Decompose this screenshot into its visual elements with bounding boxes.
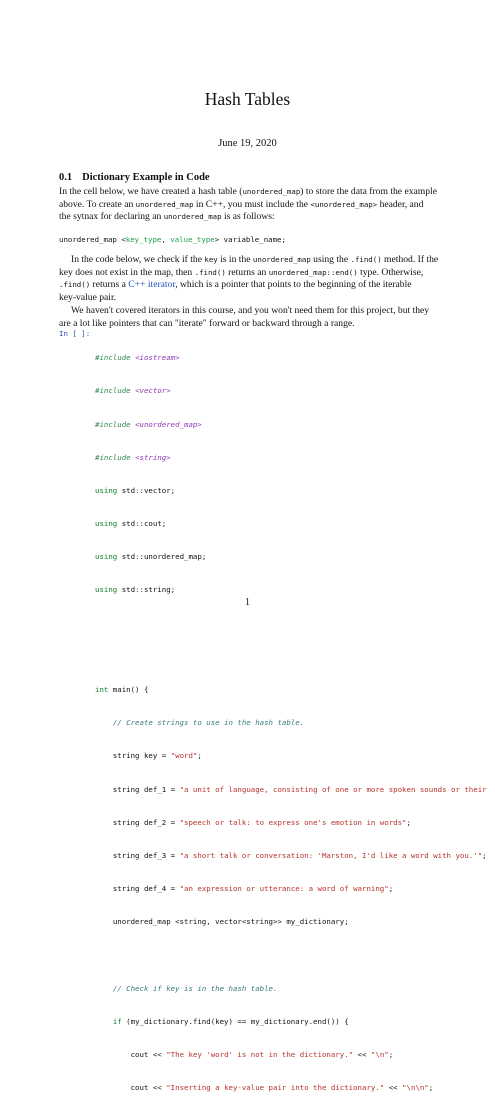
document-date: June 19, 2020 <box>218 138 277 149</box>
inline-code: unordered_map <box>163 212 222 222</box>
inline-code: unordered_map <box>135 199 194 209</box>
section-heading <box>59 172 210 183</box>
iterator-note-paragraph: We haven't covered iterators in this course, and you won't need them for this project, but they are a lot like pointers that can "iterate" forward or backward through a range. <box>59 305 430 329</box>
intro-paragraph: In the cell below, we have created a hash table (unordered_map) to store the data from the example above. To create an unordered_map in C++, you must include the <unordered_map> header, and the sytnax for declaring an unordered_map is as follows: <box>59 186 437 223</box>
inline-code: <unordered_map> <box>310 199 378 209</box>
cell-prompt: In [ ]: <box>59 329 91 338</box>
page-title: Hash Tables <box>204 89 291 109</box>
syntax-line: unordered_map <key_type, value_type> variable_name; <box>59 235 286 244</box>
code-cell[interactable]: #include <iostream> #include <vector> #include <unordered_map> #include <string> using std::vector; using std::cout; using std::unordered_map; using std::string; int main() { // Create strings to use in the hash table. string key = "word"; string def_1 = "a unit of language, consisting of one or more spoken sounds or their string def_2 = "speech or talk: to express one's emotion in words"; string def_3 = "a short talk or conversation: 'Marston, I'd like a word with you.'"; string def_4 = "an expression or utterance: a word of warning"; unordered_map <string, vector<string>> my_dictionary; // Check if key is in the hash table. if (my_dictionary.find(key) == my_dictionary.end()) { cout << "The key 'word' is not in the dictionary." << "\n"; cout << "Inserting a key-value pair into the dictionary." << "\n\n"; <box>95 353 487 1093</box>
inline-code: unordered_map <box>242 187 301 196</box>
find-explanation-paragraph: In the code below, we check if the key is in the unordered_map using the .find() method. If the key does not exist in the map, then .find() returns an unordered_map::end() type. Otherwise, .find() returns a C++ iterator, which is a pointer that points to the beginning of the iterable key-value pair. <box>59 254 439 304</box>
cpp-iterator-link[interactable]: C++ iterator <box>128 279 176 291</box>
section-title: Dictionary Example in Code <box>82 172 210 183</box>
page-number: 1 <box>245 597 250 608</box>
section-number: 0.1 <box>59 172 73 183</box>
